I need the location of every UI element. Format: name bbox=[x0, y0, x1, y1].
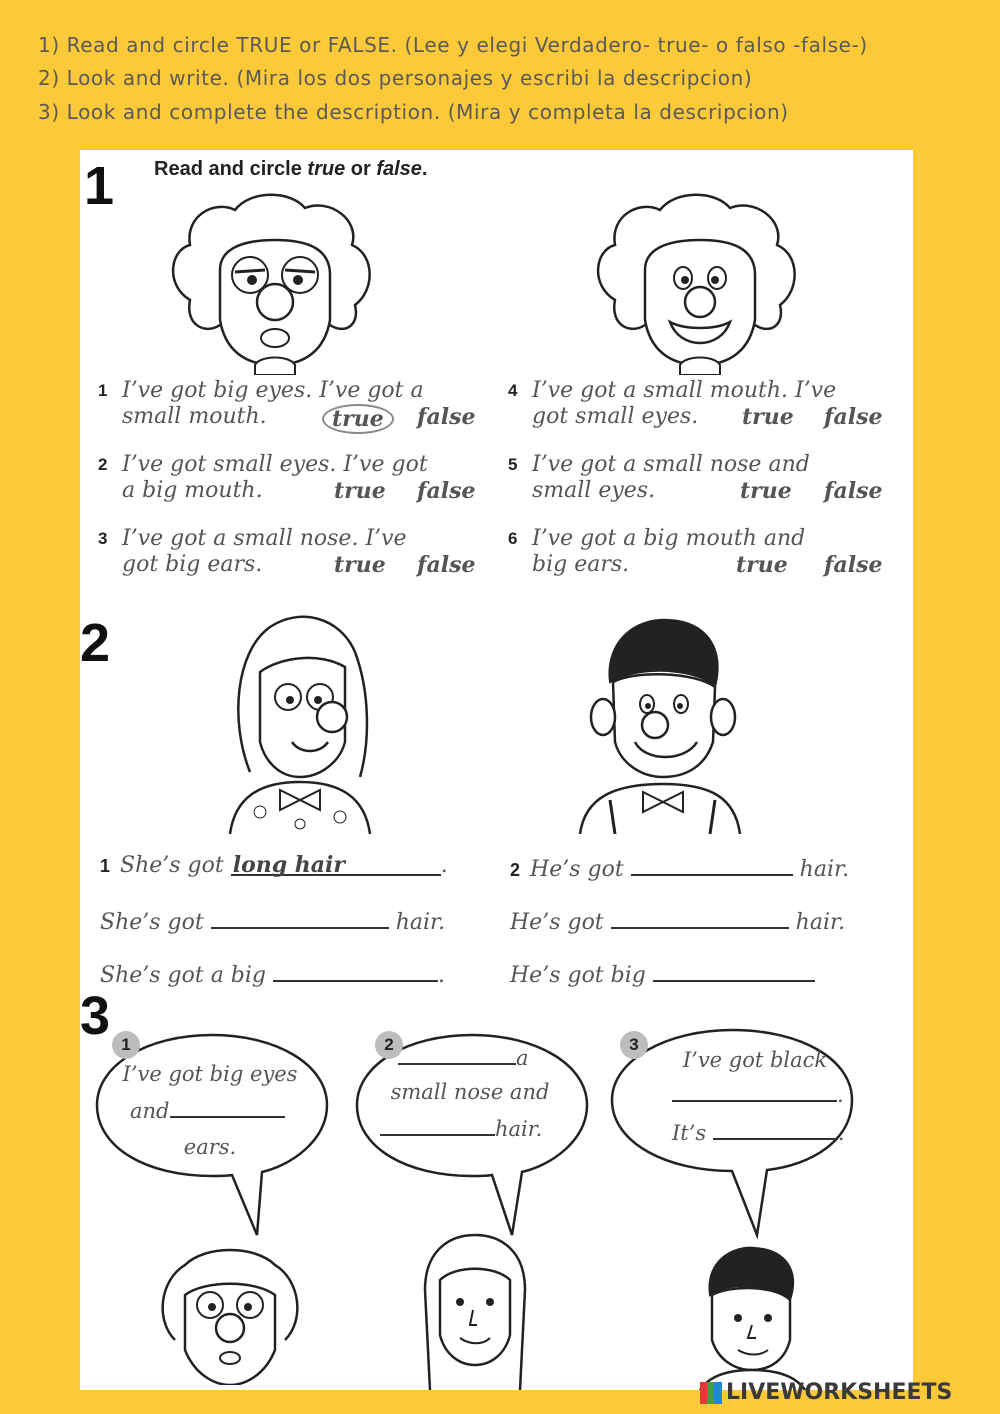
false-option-4[interactable]: false bbox=[824, 404, 883, 430]
s2-left-blank-3[interactable] bbox=[273, 958, 438, 982]
bubble-1-blank[interactable] bbox=[170, 1098, 285, 1118]
tf-item-4: 4 I’ve got a small mouth. I’ve got small eyes. true false bbox=[508, 378, 883, 430]
false-option-2[interactable]: false bbox=[417, 478, 476, 504]
s2-right-blank-3[interactable] bbox=[653, 958, 815, 982]
true-option-3[interactable]: true bbox=[334, 552, 386, 578]
tf-item-1: 1 I’ve got big eyes. I’ve got a small mouth. true false bbox=[98, 378, 476, 432]
girl-clown-image bbox=[220, 612, 380, 834]
bubble-1-line-3: ears. bbox=[183, 1135, 237, 1159]
bubble-2-line-1: a bbox=[398, 1045, 529, 1070]
bubble-3-line-2: . bbox=[672, 1082, 844, 1107]
false-option-6[interactable]: false bbox=[824, 552, 883, 578]
bubble-2-blank-2[interactable] bbox=[380, 1116, 495, 1136]
clown-woman-face-image bbox=[155, 1240, 305, 1385]
boy-face-image bbox=[690, 1240, 810, 1390]
s2-right-blank-2[interactable] bbox=[611, 905, 789, 929]
instruction-1: 1) Read and circle TRUE or FALSE. (Lee y elegi Verdadero- true- o falso -false-) bbox=[38, 33, 868, 57]
worksheet bbox=[80, 150, 913, 1390]
instruction-3: 3) Look and complete the description. (Mira y completa la descripcion) bbox=[38, 100, 789, 124]
tf-item-5: 5 I’ve got a small nose and small eyes. true false bbox=[508, 452, 883, 504]
bubble-2-number: 2 bbox=[375, 1031, 403, 1059]
bubble-2-line-3: hair. bbox=[380, 1116, 542, 1141]
bubble-3-blank-2[interactable] bbox=[713, 1120, 838, 1140]
bubble-2-line-2: small nose and bbox=[390, 1080, 550, 1104]
logo-icon bbox=[700, 1382, 722, 1404]
tf-item-3: 3 I’ve got a small nose. I’ve got big ears. true false bbox=[98, 526, 476, 578]
instruction-2: 2) Look and write. (Mira los dos personajes y escribi la descripcion) bbox=[38, 66, 753, 90]
clown-face-left-image bbox=[160, 190, 390, 375]
section-1-title: Read and circle true or false. bbox=[154, 158, 428, 180]
false-option-5[interactable]: false bbox=[824, 478, 883, 504]
tf-item-6: 6 I’ve got a big mouth and big ears. true false bbox=[508, 526, 883, 578]
s2-left-blank-2[interactable] bbox=[211, 905, 389, 929]
s2-right-line-3: He’s got big bbox=[510, 958, 815, 988]
true-option-6[interactable]: true bbox=[736, 552, 788, 578]
bubble-1-number: 1 bbox=[112, 1031, 140, 1059]
s2-left-line-2: She’s got hair. bbox=[100, 905, 445, 935]
bubble-3-blank-1[interactable] bbox=[672, 1082, 837, 1102]
section-2-number: 2 bbox=[80, 613, 111, 673]
true-option-1[interactable]: true bbox=[322, 404, 394, 434]
clown-face-right-image bbox=[585, 190, 815, 375]
section-1-number: 1 bbox=[84, 156, 115, 216]
s2-left-answer-1[interactable]: long hair bbox=[231, 852, 441, 876]
true-option-4[interactable]: true bbox=[742, 404, 794, 430]
true-option-2[interactable]: true bbox=[334, 478, 386, 504]
s2-left-line-3: She’s got a big . bbox=[100, 958, 445, 988]
false-option-1[interactable]: false bbox=[417, 404, 476, 430]
true-option-5[interactable]: true bbox=[740, 478, 792, 504]
s2-right-line-1: 2 He’s got hair. bbox=[510, 852, 849, 882]
bubble-1-line-1: I’ve got big eyes bbox=[122, 1062, 298, 1086]
s2-left-line-1: 1 She’s got long hair . bbox=[100, 852, 448, 878]
bubble-1-line-2: and bbox=[130, 1098, 285, 1123]
bubble-2-blank-1[interactable] bbox=[398, 1045, 516, 1065]
tf-item-2: 2 I’ve got small eyes. I’ve got a big mouth. true false bbox=[98, 452, 476, 504]
section-3-number: 3 bbox=[80, 986, 111, 1046]
false-option-3[interactable]: false bbox=[417, 552, 476, 578]
girl-face-image bbox=[415, 1230, 535, 1390]
boy-clown-image bbox=[575, 612, 745, 834]
s2-right-line-2: He’s got hair. bbox=[510, 905, 845, 935]
bubble-3-number: 3 bbox=[620, 1031, 648, 1059]
bubble-3-line-1: I’ve got black bbox=[682, 1048, 828, 1072]
bubble-3-line-3: It’s . bbox=[672, 1121, 845, 1145]
liveworksheets-logo: LIVEWORKSHEETS bbox=[700, 1380, 952, 1405]
s2-right-blank-1[interactable] bbox=[631, 852, 793, 876]
